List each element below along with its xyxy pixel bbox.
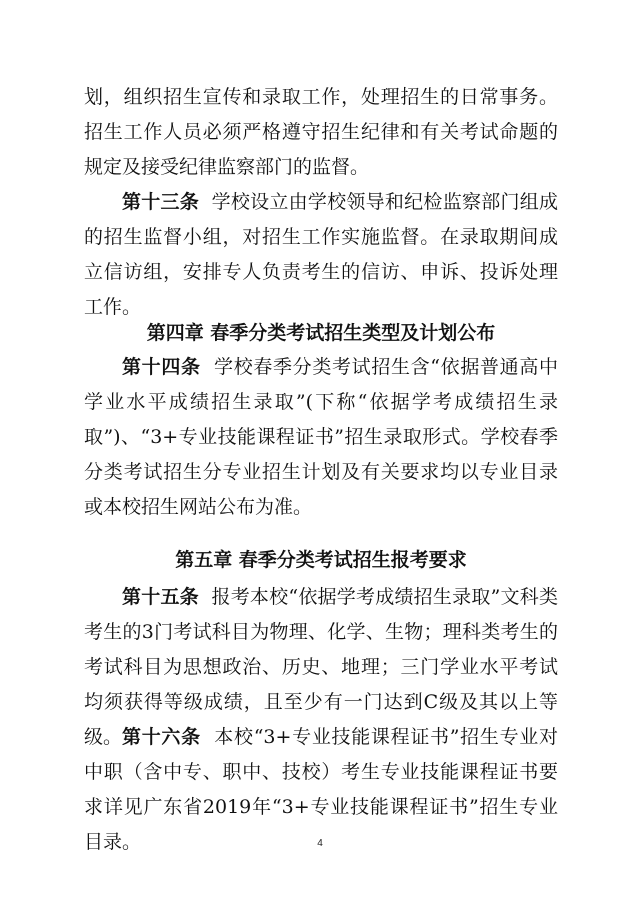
- article-text: 学校设立由学校领导和纪检监察部门组成的招生监督小组，对招生工作实施监督。在录取期间成立信访组，安排专人负责考生的信访、申诉、投诉处理工作。: [84, 191, 558, 318]
- article-number: 第十三条: [122, 191, 200, 213]
- article-text: 学校春季分类考试招生含“依据普通高中学业水平成绩招生录取”(下称“依据学考成绩招生录取”)、“3+专业技能课程证书”招生录取形式。学校春季分类考试招生分专业招生计划及有关要求均以专业目录或本校招生网站公布为准。: [84, 356, 558, 518]
- article-number: 第十五条: [122, 586, 199, 608]
- chapter-4-heading: 第四章 春季分类考试招生类型及计划公布: [146, 322, 496, 344]
- article-13: [84, 185, 558, 325]
- article-text: 报考本校“依据学考成绩招生录取”文科类考生的3门考试科目为物理、化学、生物；理科类考生的考试科目为思想政治、历史、地理；三门学业水平考试均须获得等级成绩，且至少有一门达到C级及其以上等级。: [84, 586, 558, 748]
- article-text: 本校“3+专业技能课程证书”招生专业对中职（含中专、职中、技校）考生专业技能课程证书要求详见广东省2019年“3+专业技能课程证书”招生专业目录。: [84, 726, 558, 853]
- article-number: 第十四条: [122, 356, 201, 378]
- page-number: 4: [317, 838, 323, 849]
- article-number: 第十六条: [122, 726, 201, 748]
- chapter-5-heading: 第五章 春季分类考试招生报考要求: [175, 549, 467, 571]
- paragraph-continuation: [84, 80, 558, 185]
- article-14: [84, 350, 558, 525]
- paragraph-text: 划，组织招生宣传和录取工作，处理招生的日常事务。招生工作人员必须严格遵守招生纪律和有关考试命题的规定及接受纪律监察部门的监督。: [84, 86, 558, 178]
